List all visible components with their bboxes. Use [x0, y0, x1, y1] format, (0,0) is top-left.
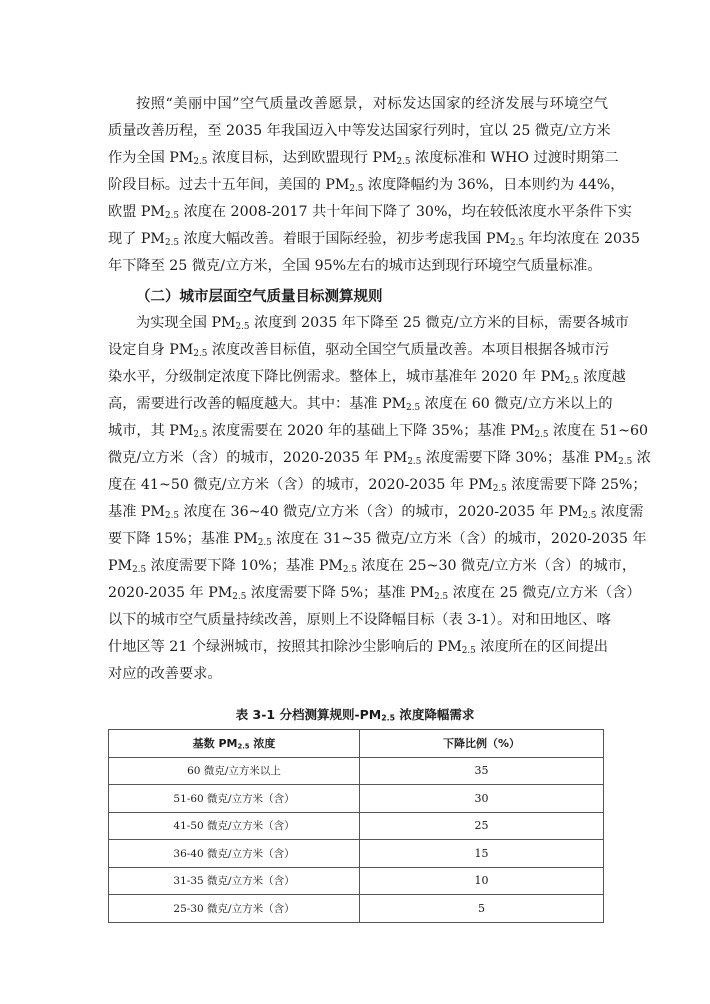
table-row	[109, 785, 604, 813]
text-line: 对应的改善要求。	[108, 666, 222, 682]
text-line: 染水平，分级制定浓度下降比例需求。整体上，城市基准年 2020 年 $PM_{2.5}$ 浓度越	[108, 369, 626, 386]
cell-concentration-range: 25-30 微克/立方米（含）	[109, 895, 360, 923]
text-line: 为实现全国 $PM_{2.5}$ 浓度到 2035 年下降至 25 微克/立方米的目标，需要各城市	[136, 315, 629, 332]
table-row	[109, 840, 604, 868]
cell-concentration-range: 36-40 微克/立方米（含）	[109, 840, 360, 868]
text-line: 现了 $PM_{2.5}$ 浓度大幅改善。着眼于国际经验，初步考虑我国 $PM_{2.5}$ 年均浓度在 2035	[108, 231, 641, 248]
text-line: 按照“美丽中国”空气质量改善愿景，对标发达国家的经济发展与环境空气	[136, 96, 608, 112]
table-header-row	[109, 730, 604, 758]
cell-reduction-percent: 25	[360, 812, 604, 840]
cell-concentration-range: 51-60 微克/立方米（含）	[109, 785, 360, 813]
cell-concentration-range: 41-50 微克/立方米（含）	[109, 812, 360, 840]
text-line: 阶段目标。过去十五年间，美国的 $PM_{2.5}$ 浓度降幅约为 36%，日本则约为 44%，	[108, 177, 625, 194]
header-reduction-ratio: 下降比例（%）	[360, 730, 604, 758]
cell-concentration-range: 60 微克/立方米以上	[109, 757, 360, 785]
text-line: 2020-2035 年 $PM_{2.5}$ 浓度需要下降 5%；基准 $PM_{2.5}$ 浓度在 25 微克/立方米（含）	[108, 585, 641, 602]
text-line: 城市，其 $PM_{2.5}$ 浓度需要在 2020 年的基础上下降 35%；基准 $PM_{2.5}$ 浓度在 51~60	[108, 423, 649, 440]
cell-reduction-percent: 5	[360, 895, 604, 923]
header-base-concentration: 基数 $PM_{2.5}$ 浓度	[109, 730, 360, 758]
text-line: 欧盟 $PM_{2.5}$ 浓度在 2008-2017 共十年间下降了 30%，均在较低浓度水平条件下实	[108, 204, 632, 221]
text-line: 以下的城市空气质量持续改善，原则上不设降幅目标（表 3-1）。对和田地区、喀	[108, 612, 611, 628]
text-line: 设定自身 $PM_{2.5}$ 浓度改善目标值，驱动全国空气质量改善。本项目根据各城市污	[108, 342, 610, 359]
text-line: 质量改善历程，至 2035 年我国迈入中等发达国家行列时，宜以 25 微克/立方米	[108, 123, 611, 139]
pm25-reduction-table	[108, 729, 604, 923]
table-caption: 表 3-1 分档测算规则$-PM_{2.5}$ 浓度降幅需求	[235, 707, 475, 723]
text-line: 要下降 15%；基准 $PM_{2.5}$ 浓度在 31~35 微克/立方米（含）的城市，2020-2035 年	[108, 531, 647, 548]
text-line: 度在 41~50 微克/立方米（含）的城市，2020-2035 年 $PM_{2.5}$ 浓度需要下降 25%；	[108, 477, 647, 494]
table-row	[109, 867, 604, 895]
cell-reduction-percent: 30	[360, 785, 604, 813]
table-row	[109, 895, 604, 923]
text-line: 微克/立方米（含）的城市，2020-2035 年 $PM_{2.5}$ 浓度需要下降 30%；基准 $PM_{2.5}$ 浓	[108, 450, 651, 467]
cell-concentration-range: 31-35 微克/立方米（含）	[109, 867, 360, 895]
cell-reduction-percent: 15	[360, 840, 604, 868]
text-line: 基准 $PM_{2.5}$ 浓度在 36~40 微克/立方米（含）的城市，2020-2035 年 $PM_{2.5}$ 浓度需	[108, 504, 644, 521]
section-heading: （二）城市层面空气质量目标测算规则	[136, 288, 383, 305]
text-line: 什地区等 21 个绿洲城市，按照其扣除沙尘影响后的 $PM_{2.5}$ 浓度所在的区间提出	[108, 639, 608, 656]
table-row	[109, 812, 604, 840]
text-line: 作为全国 $PM_{2.5}$ 浓度目标，达到欧盟现行 $PM_{2.5}$ 浓度标准和 WHO 过渡时期第二	[108, 150, 619, 167]
paragraph-vision-target	[108, 91, 641, 280]
cell-reduction-percent: 35	[360, 757, 604, 785]
cell-reduction-percent: 10	[360, 867, 604, 895]
text-line: $PM_{2.5}$ 浓度需要下降 10%；基准 $PM_{2.5}$ 浓度在 25~30 微克/立方米（含）的城市，	[108, 558, 637, 575]
text-line: 高，需要进行改善的幅度越大。其中：基准 $PM_{2.5}$ 浓度在 60 微克/立方米以上的	[108, 396, 613, 413]
text-line: 年下降至 25 微克/立方米，全国 95%左右的城市达到现行环境空气质量标准。	[108, 258, 602, 274]
paragraph-city-rules	[108, 310, 651, 688]
table-row	[109, 757, 604, 785]
